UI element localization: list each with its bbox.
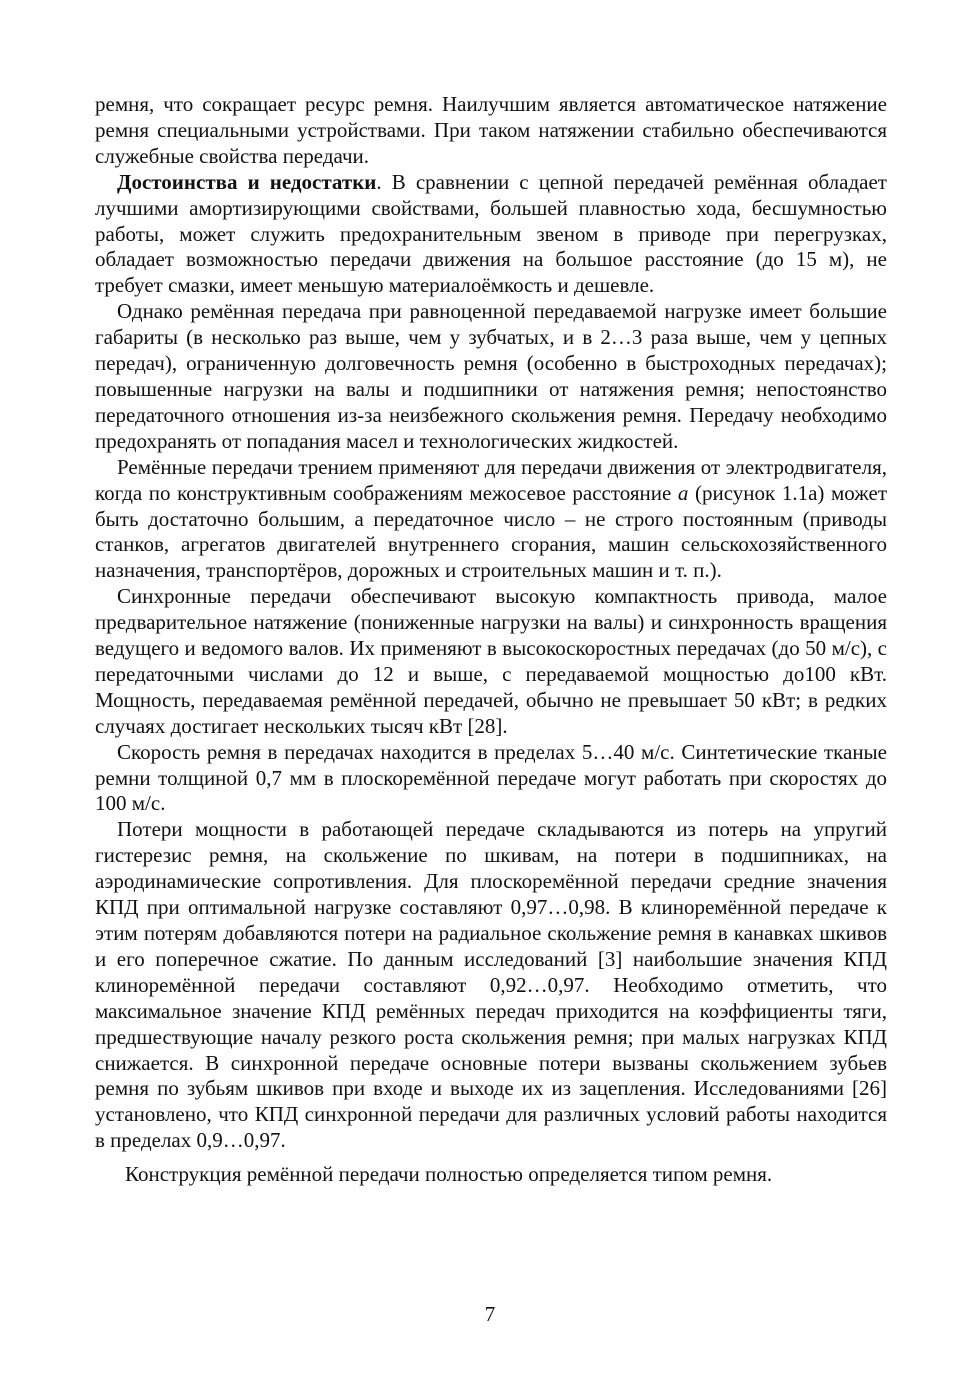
paragraph-friction-drives bbox=[95, 455, 887, 585]
paragraph-advantages-text: . В сравнении с цепной передачей ремённая обладает лучшими амортизирующими свойствами, большей плавностью хода, бесшумностью работы, может служить предохранительным звеном в приводе при перегрузках, обладает возможностью передачи движения на большое расстояние (до 15 м), не требует смазки, имеет меньшую материалоёмкость и дешевле. bbox=[95, 169, 887, 298]
center-distance-symbol: a bbox=[677, 480, 689, 505]
paragraph-advantages bbox=[95, 170, 887, 300]
paragraph-power-losses: Потери мощности в работающей передаче складываются из потерь на упругий гистерезис ремня, на скольжение по шкивам, на потери в подшипниках, на аэродинамические сопротивления. Для плоскоремённой передачи средние значения КПД при оптимальной нагрузке составляют 0,97…0,98. В клиноремённой передаче к этим потерям добавляются потери на радиальное скольжение ремня в канавках шкивов и его поперечное сжатие. По данным исследований [3] наибольшие значения КПД клиноремённой передачи составляют 0,92…0,97. Необходимо отметить, что максимальное значение КПД ремённых передач приходится на коэффициенты тяги, предшествующие началу резкого роста скольжения ремня; при малых нагрузках КПД снижается. В синхронной передаче основные потери вызваны скольжением зубьев ремня по зубьям шкивов при входе и выходе их из зацепления. Исследованиями [26] установлено, что КПД синхронной передачи для различных условий работы находится в пределах 0,9…0,97. bbox=[95, 817, 887, 1153]
paragraph-design: Конструкция ремённой передачи полностью определяется типом ремня. bbox=[125, 1162, 773, 1187]
paragraph-friction-drives-text-after: (рисунок 1.1а) может быть достаточно большим, а передаточное число – не строго постоянным (приводы станков, агрегатов двигателей внутреннего сгорания, машин сельскохозяйственного назначения, транспортёров, дорожных и строительных машин и т. п.). bbox=[95, 480, 887, 583]
heading-advantages-disadvantages: Достоинства и недостатки bbox=[117, 169, 377, 194]
paragraph-synchronous-drives: Синхронные передачи обеспечивают высокую компактность привода, малое предварительное натяжение (пониженные нагрузки на валы) и синхронность вращения ведущего и ведомого валов. Их применяют в высокоскоростных передачах (до 50 м/с), с передаточными числами до 12 и выше, с передаваемой мощностью до100 кВт. Мощность, передаваемая ремённой передачей, обычно не превышает 50 кВт; в редких случаях достигает нескольких тысяч кВт [28]. bbox=[95, 584, 887, 738]
paragraph-belt-tension: ремня, что сокращает ресурс ремня. Наилучшим является автоматическое натяжение ремня специальными устройствами. При таком натяжении стабильно обеспечиваются служебные свойства передачи. bbox=[95, 92, 887, 168]
paragraph-friction-drives-text-before: Ремённые передачи трением применяют для передачи движения от электродвигателя, когда по конструктивным соображениям межосевое расстояние bbox=[95, 454, 887, 505]
document-page bbox=[95, 92, 887, 1188]
paragraph-disadvantages: Однако ремённая передача при равноценной передаваемой нагрузке имеет большие габариты (в несколько раз выше, чем у зубчатых, и в 2…3 раза выше, чем у цепных передач), ограниченную долговечность ремня (особенно в быстроходных передачах); повышенные нагрузки на валы и подшипники от натяжения ремня; непостоянство передаточного отношения из-за неизбежного скольжения ремня. Передачу необходимо предохранять от попадания масел и технологических жидкостей. bbox=[95, 299, 887, 453]
page-number: 7 bbox=[484, 1302, 496, 1326]
paragraph-belt-speed: Скорость ремня в передачах находится в пределах 5…40 м/с. Синтетические тканые ремни толщиной 0,7 мм в плоскоремённой передаче могут работать при скоростях до 100 м/с. bbox=[95, 739, 887, 816]
